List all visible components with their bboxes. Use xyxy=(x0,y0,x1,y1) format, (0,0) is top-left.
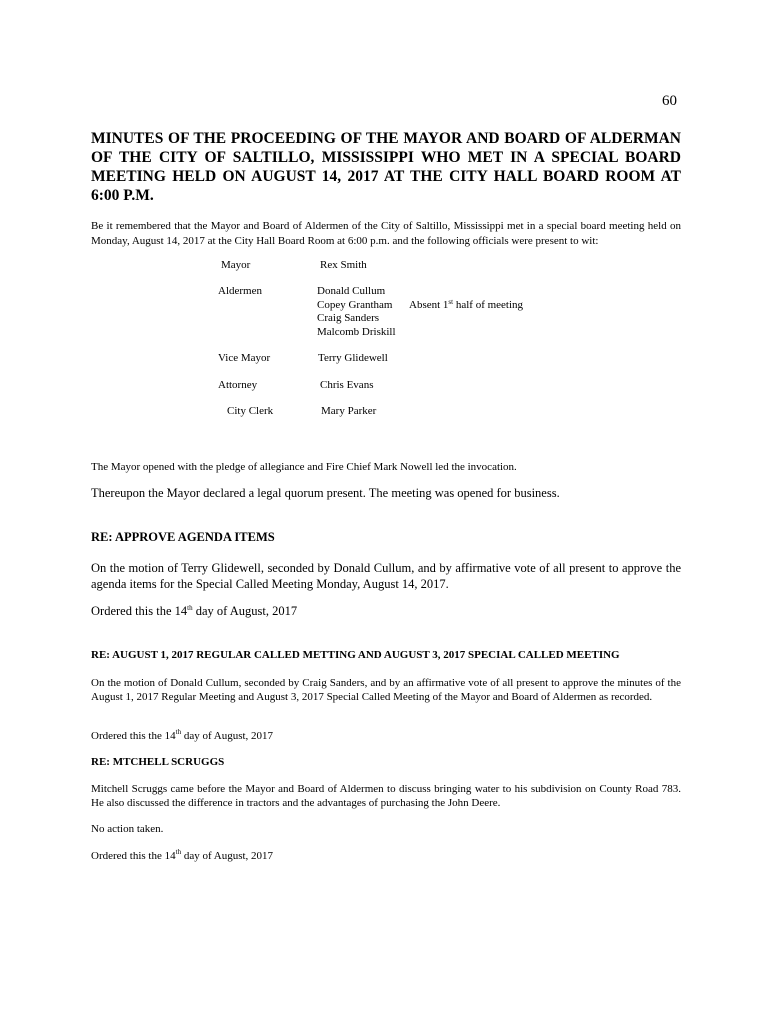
absent-note-post: half of meeting xyxy=(453,299,524,311)
section-heading: RE: APPROVE AGENDA ITEMS xyxy=(91,530,275,544)
role-attorney: Attorney xyxy=(218,379,258,391)
ordered-line xyxy=(91,729,273,743)
role-aldermen: Aldermen xyxy=(218,285,262,297)
role-mayor: Mayor xyxy=(221,259,251,271)
page-number: 60 xyxy=(662,93,677,109)
name-vice-mayor: Terry Glidewell xyxy=(318,352,388,364)
ordered-post: day of August, 2017 xyxy=(181,850,274,862)
ordered-pre: Ordered this the 14 xyxy=(91,730,176,742)
name-alderman: Malcomb Driskill xyxy=(317,326,396,338)
absent-note-sup: st xyxy=(448,298,454,306)
intro-paragraph: Be it remembered that the Mayor and Board of Aldermen of the City of Saltillo, Mississippi met in a special board meeting held on Monday, August 14, 2017 at the City Hall Board Room at 6:00 p.m. and the following officials were present to wit: xyxy=(91,220,681,247)
section-heading: RE: AUGUST 1, 2017 REGULAR CALLED METTING AND AUGUST 3, 2017 SPECIAL CALLED MEETING xyxy=(91,649,620,661)
section-body: Mitchell Scruggs came before the Mayor and Board of Aldermen to discuss bringing water to his subdivision on County Road 783. He also discussed the difference in tractors and the advantages of purchasing the John Deere. xyxy=(91,783,681,809)
name-city-clerk: Mary Parker xyxy=(321,405,377,417)
no-action-note: No action taken. xyxy=(91,823,164,835)
absent-note xyxy=(409,299,523,313)
role-vice-mayor: Vice Mayor xyxy=(218,352,271,364)
ordered-sup: th xyxy=(187,604,193,612)
section-body: On the motion of Terry Glidewell, seconded by Donald Cullum, and by affirmative vote of all present to approve the agenda items for the Special Called Meeting Monday, August 14, 2017. xyxy=(91,561,681,591)
pledge-paragraph: The Mayor opened with the pledge of allegiance and Fire Chief Mark Nowell led the invocation. xyxy=(91,461,517,473)
ordered-sup: th xyxy=(175,728,182,736)
ordered-post: day of August, 2017 xyxy=(192,604,298,618)
ordered-pre: Ordered this the 14 xyxy=(91,850,176,862)
name-alderman: Craig Sanders xyxy=(317,312,380,324)
document-title: MINUTES OF THE PROCEEDING OF THE MAYOR AND BOARD OF ALDERMAN OF THE CITY OF SALTILLO, MISSISSIPPI WHO MET IN A SPECIAL BOARD MEETING HELD ON AUGUST 14, 2017 AT THE CITY HALL BOARD ROOM AT 6:00 P.M. xyxy=(91,130,681,204)
name-alderman: Donald Cullum xyxy=(317,285,386,297)
quorum-paragraph: Thereupon the Mayor declared a legal quorum present. The meeting was opened for business. xyxy=(91,486,560,500)
ordered-line xyxy=(91,603,297,619)
name-alderman: Copey Grantham xyxy=(317,299,393,311)
absent-note-pre: Absent 1 xyxy=(409,299,449,311)
role-city-clerk: City Clerk xyxy=(227,405,274,417)
ordered-post: day of August, 2017 xyxy=(181,730,274,742)
section-body: On the motion of Donald Cullum, seconded by Craig Sanders, and by an affirmative vote of all present to approve the minutes of the August 1, 2017 Regular Meeting and August 3, 2017 Special Called Meeting of the Mayor and Board of Aldermen as recorded. xyxy=(91,677,681,703)
section-heading: RE: MTCHELL SCRUGGS xyxy=(91,756,225,768)
name-attorney: Chris Evans xyxy=(320,379,374,391)
ordered-sup: th xyxy=(175,848,182,856)
ordered-line xyxy=(91,849,273,863)
name-mayor: Rex Smith xyxy=(320,259,367,271)
ordered-pre: Ordered this the 14 xyxy=(91,604,188,618)
